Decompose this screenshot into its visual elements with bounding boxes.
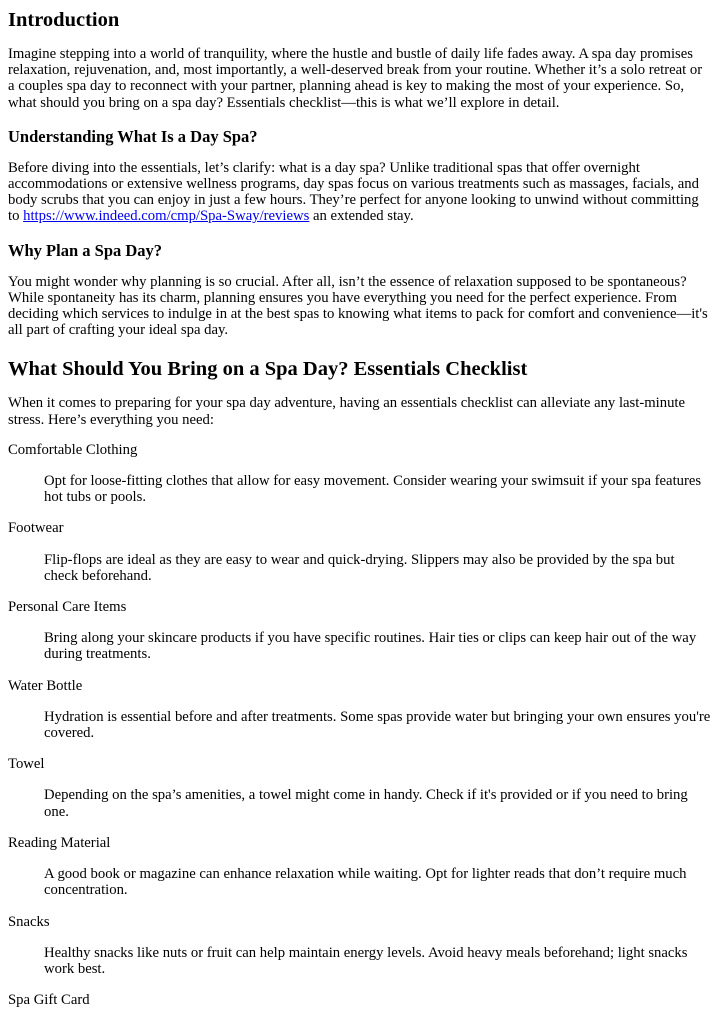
why-plan-paragraph: You might wonder why planning is so crucial. After all, isn’t the essence of relaxation supposed to be spontaneous? While spontaneity has its charm, planning ensures you have everything you need for the perfect experience. From deciding which services to indulge in at the best spas to knowing what items to pack for comfort and convenience—it's all part of crafting your ideal spa day. [8,273,708,339]
why-plan-heading: Why Plan a Spa Day? [8,240,163,260]
article [0,8,720,1008]
checklist-description: Bring along your skincare products if you have specific routines. Hair ties or clips can keep hair out of the way during treatments. [44,630,697,663]
understanding-heading: Understanding What Is a Day Spa? [8,126,258,146]
checklist-description: Healthy snacks like nuts or fruit can help maintain energy levels. Avoid heavy meals beforehand; light snacks work best. [44,944,688,977]
checklist-term: Personal Care Items [8,599,127,616]
checklist-term: Comfortable Clothing [8,441,138,458]
checklist-description: Depending on the spa’s amenities, a towel might come in handy. Check if it's provided or if you need to bring one. [44,787,688,820]
intro-heading: Introduction [8,9,120,31]
checklist-term: Water Bottle [8,677,83,694]
understanding-paragraph [8,160,712,225]
understanding-text-after-link: an extended stay. [309,208,414,225]
understanding-text-before-link: Before diving into the essentials, let’s clarify: what is a day spa? Unlike traditional spas that offer overnight accommodations or extensive wellness programs, day spas focus on various treatments such as massages, facials, and body scrubs that you can enjoy in just a few hours. They’re perfect for anyone looking to unwind without committing to [8,159,699,225]
checklist-term: Spa Gift Card [8,992,90,1009]
checklist-list [8,442,712,1008]
checklist-description: Hydration is essential before and after treatments. Some spas provide water but bringing your own ensures you're covered. [44,708,711,742]
checklist-description: A good book or magazine can enhance relaxation while waiting. Opt for lighter reads that don’t require much concentration. [44,866,687,899]
checklist-term: Reading Material [8,834,111,851]
checklist-description: Flip-flops are ideal as they are easy to wear and quick-drying. Slippers may also be provided by the spa but check beforehand. [44,551,675,584]
checklist-heading: What Should You Bring on a Spa Day? Essentials Checklist [8,358,528,381]
checklist-term: Snacks [8,913,50,930]
intro-paragraph: Imagine stepping into a world of tranquility, where the hustle and bustle of daily life fades away. A spa day promises relaxation, rejuvenation, and, most importantly, a well-deserved break from your routine. Whether it’s a solo retreat or a couples spa day to reconnect with your partner, planning ahead is key to making the most of your experience. So, what should you bring on a spa day? Essentials checklist—this is what we’ll explore in detail. [8,46,703,111]
indeed-reviews-link[interactable]: https://www.indeed.com/cmp/Spa-Sway/reviews [23,208,310,225]
checklist-intro: When it comes to preparing for your spa day adventure, having an essentials checklist can alleviate any last-minute stress. Here’s everything you need: [8,395,686,428]
checklist-description: Opt for loose-fitting clothes that allow for easy movement. Consider wearing your swimsuit if your spa features hot tubs or pools. [44,473,702,506]
checklist-term: Footwear [8,520,64,537]
checklist-term: Towel [8,756,45,773]
